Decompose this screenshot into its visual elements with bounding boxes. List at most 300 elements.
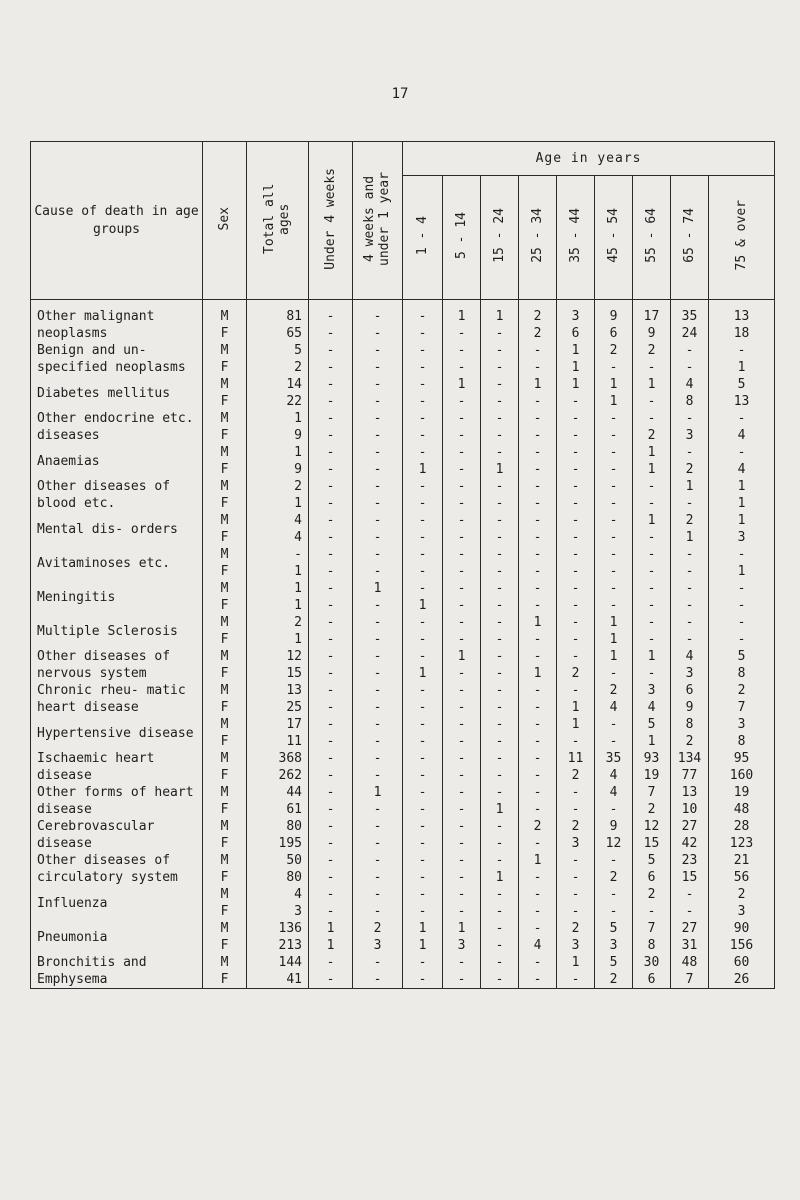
count-cell: - xyxy=(443,682,481,699)
count-cell: - xyxy=(557,903,595,920)
count-cell: - xyxy=(403,716,443,733)
count-cell: - xyxy=(557,631,595,648)
count-cell: 5 xyxy=(595,954,633,971)
weeks-under-1-year-header: 4 weeks and under 1 year xyxy=(353,142,403,300)
age-group-header: 15 - 24 xyxy=(481,176,519,300)
count-cell: 2 xyxy=(709,682,775,699)
count-cell: 2 xyxy=(519,300,557,326)
count-cell: - xyxy=(481,937,519,954)
count-cell: - xyxy=(519,750,557,767)
count-cell: 8 xyxy=(633,937,671,954)
total-cell: - xyxy=(247,546,309,563)
count-cell: - xyxy=(309,427,353,444)
total-cell: 50 xyxy=(247,852,309,869)
sex-cell: F xyxy=(203,597,247,614)
count-cell: 1 xyxy=(709,512,775,529)
count-cell: 1 xyxy=(403,937,443,954)
sex-cell: M xyxy=(203,546,247,563)
count-cell: 134 xyxy=(671,750,709,767)
count-cell: - xyxy=(353,750,403,767)
count-cell: - xyxy=(353,444,403,461)
count-cell: - xyxy=(443,342,481,359)
total-cell: 65 xyxy=(247,325,309,342)
count-cell: - xyxy=(519,801,557,818)
count-cell: - xyxy=(709,410,775,427)
cause-label: Diabetes mellitus xyxy=(31,376,203,410)
sex-cell: M xyxy=(203,512,247,529)
count-cell: - xyxy=(519,869,557,886)
count-cell: 5 xyxy=(633,852,671,869)
count-cell: - xyxy=(443,699,481,716)
sex-cell: F xyxy=(203,699,247,716)
count-cell: - xyxy=(309,818,353,835)
sex-cell: M xyxy=(203,614,247,631)
count-cell: - xyxy=(309,631,353,648)
count-cell: - xyxy=(595,886,633,903)
count-cell: - xyxy=(557,410,595,427)
count-cell: - xyxy=(709,614,775,631)
total-cell: 4 xyxy=(247,886,309,903)
count-cell: 1 xyxy=(633,512,671,529)
count-cell: - xyxy=(671,342,709,359)
total-cell: 3 xyxy=(247,903,309,920)
count-cell: 93 xyxy=(633,750,671,767)
age-group-header: 1 - 4 xyxy=(403,176,443,300)
count-cell: - xyxy=(481,648,519,665)
count-cell: 1 xyxy=(481,300,519,326)
count-cell: - xyxy=(709,580,775,597)
sex-cell: M xyxy=(203,648,247,665)
count-cell: 15 xyxy=(633,835,671,852)
count-cell: 2 xyxy=(595,682,633,699)
count-cell: 2 xyxy=(633,427,671,444)
count-cell: 7 xyxy=(709,699,775,716)
table-row xyxy=(31,376,775,393)
count-cell: - xyxy=(443,784,481,801)
count-cell: 1 xyxy=(481,869,519,886)
count-cell: 10 xyxy=(671,801,709,818)
sex-cell: F xyxy=(203,461,247,478)
cause-label: Other endocrine etc. diseases xyxy=(31,410,203,444)
count-cell: 156 xyxy=(709,937,775,954)
count-cell: - xyxy=(481,614,519,631)
table-row xyxy=(31,410,775,427)
count-cell: 60 xyxy=(709,954,775,971)
total-cell: 1 xyxy=(247,410,309,427)
count-cell: - xyxy=(443,614,481,631)
total-cell: 80 xyxy=(247,818,309,835)
count-cell: 42 xyxy=(671,835,709,852)
count-cell: - xyxy=(309,529,353,546)
count-cell: 13 xyxy=(709,393,775,410)
total-cell: 136 xyxy=(247,920,309,937)
count-cell: 6 xyxy=(633,971,671,989)
count-cell: 1 xyxy=(443,920,481,937)
count-cell: - xyxy=(519,597,557,614)
total-cell: 144 xyxy=(247,954,309,971)
count-cell: - xyxy=(309,614,353,631)
total-cell: 195 xyxy=(247,835,309,852)
count-cell: - xyxy=(595,410,633,427)
count-cell: - xyxy=(481,597,519,614)
count-cell: - xyxy=(309,665,353,682)
count-cell: 1 xyxy=(557,376,595,393)
count-cell: - xyxy=(353,495,403,512)
count-cell: - xyxy=(709,342,775,359)
count-cell: 123 xyxy=(709,835,775,852)
count-cell: - xyxy=(309,801,353,818)
count-cell: - xyxy=(671,410,709,427)
sex-cell: F xyxy=(203,903,247,920)
cause-label: Benign and un- specified neoplasms xyxy=(31,342,203,376)
count-cell: 31 xyxy=(671,937,709,954)
count-cell: - xyxy=(633,546,671,563)
count-cell: 26 xyxy=(709,971,775,989)
count-cell: 3 xyxy=(557,937,595,954)
table-header xyxy=(31,142,775,300)
count-cell: - xyxy=(403,478,443,495)
count-cell: 17 xyxy=(633,300,671,326)
count-cell: 1 xyxy=(633,648,671,665)
count-cell: - xyxy=(403,903,443,920)
count-cell: 28 xyxy=(709,818,775,835)
count-cell: 8 xyxy=(671,716,709,733)
count-cell: 2 xyxy=(557,818,595,835)
count-cell: 77 xyxy=(671,767,709,784)
count-cell: - xyxy=(481,767,519,784)
count-cell: 1 xyxy=(633,733,671,750)
sex-cell: F xyxy=(203,495,247,512)
age-group-header: 75 & over xyxy=(709,176,775,300)
total-cell: 11 xyxy=(247,733,309,750)
count-cell: 2 xyxy=(595,869,633,886)
count-cell: - xyxy=(595,512,633,529)
count-cell: - xyxy=(519,920,557,937)
sex-cell: F xyxy=(203,835,247,852)
count-cell: - xyxy=(557,461,595,478)
count-cell: 1 xyxy=(557,716,595,733)
count-cell: - xyxy=(443,580,481,597)
count-cell: - xyxy=(481,427,519,444)
count-cell: - xyxy=(403,410,443,427)
total-cell: 1 xyxy=(247,444,309,461)
count-cell: 30 xyxy=(633,954,671,971)
count-cell: - xyxy=(309,750,353,767)
total-cell: 25 xyxy=(247,699,309,716)
total-cell: 4 xyxy=(247,529,309,546)
count-cell: - xyxy=(403,563,443,580)
count-cell: - xyxy=(309,869,353,886)
count-cell: - xyxy=(519,359,557,376)
count-cell: 12 xyxy=(595,835,633,852)
count-cell: - xyxy=(595,461,633,478)
count-cell: - xyxy=(353,376,403,393)
count-cell: - xyxy=(443,597,481,614)
count-cell: - xyxy=(443,971,481,989)
count-cell: - xyxy=(353,546,403,563)
count-cell: - xyxy=(481,699,519,716)
count-cell: - xyxy=(353,648,403,665)
count-cell: - xyxy=(353,478,403,495)
count-cell: - xyxy=(481,546,519,563)
sex-cell: F xyxy=(203,325,247,342)
count-cell: 1 xyxy=(309,920,353,937)
count-cell: - xyxy=(309,325,353,342)
count-cell: 1 xyxy=(403,665,443,682)
count-cell: - xyxy=(309,767,353,784)
count-cell: 13 xyxy=(709,300,775,326)
count-cell: - xyxy=(519,444,557,461)
count-cell: - xyxy=(353,665,403,682)
count-cell: - xyxy=(519,529,557,546)
mortality-table xyxy=(30,141,775,989)
count-cell: - xyxy=(519,631,557,648)
count-cell: - xyxy=(403,835,443,852)
count-cell: - xyxy=(481,733,519,750)
count-cell: 24 xyxy=(671,325,709,342)
count-cell: - xyxy=(443,801,481,818)
total-cell: 44 xyxy=(247,784,309,801)
count-cell: 1 xyxy=(519,614,557,631)
count-cell: - xyxy=(403,733,443,750)
count-cell: 5 xyxy=(595,920,633,937)
count-cell: - xyxy=(671,903,709,920)
count-cell: - xyxy=(403,767,443,784)
count-cell: - xyxy=(403,342,443,359)
total-cell: 2 xyxy=(247,614,309,631)
count-cell: 6 xyxy=(671,682,709,699)
total-cell: 9 xyxy=(247,461,309,478)
count-cell: - xyxy=(519,903,557,920)
total-cell: 9 xyxy=(247,427,309,444)
count-cell: - xyxy=(557,444,595,461)
count-cell: 2 xyxy=(671,512,709,529)
count-cell: 2 xyxy=(557,665,595,682)
count-cell: - xyxy=(709,597,775,614)
count-cell: - xyxy=(353,529,403,546)
total-cell: 1 xyxy=(247,563,309,580)
count-cell: - xyxy=(309,954,353,971)
count-cell: - xyxy=(481,716,519,733)
count-cell: - xyxy=(595,359,633,376)
count-cell: - xyxy=(353,512,403,529)
count-cell: - xyxy=(309,376,353,393)
count-cell: - xyxy=(557,563,595,580)
count-cell: - xyxy=(443,869,481,886)
count-cell: - xyxy=(633,580,671,597)
count-cell: 2 xyxy=(633,886,671,903)
count-cell: - xyxy=(519,767,557,784)
count-cell: 1 xyxy=(519,852,557,869)
count-cell: 15 xyxy=(671,869,709,886)
count-cell: - xyxy=(309,359,353,376)
count-cell: - xyxy=(519,954,557,971)
count-cell: - xyxy=(443,359,481,376)
count-cell: - xyxy=(353,410,403,427)
count-cell: 7 xyxy=(671,971,709,989)
count-cell: - xyxy=(481,784,519,801)
count-cell: - xyxy=(309,784,353,801)
count-cell: - xyxy=(633,495,671,512)
count-cell: - xyxy=(353,359,403,376)
sex-cell: M xyxy=(203,410,247,427)
count-cell: 7 xyxy=(633,784,671,801)
page-number: 17 xyxy=(391,86,409,102)
count-cell: - xyxy=(595,580,633,597)
count-cell: - xyxy=(481,563,519,580)
count-cell: 48 xyxy=(709,801,775,818)
count-cell: - xyxy=(481,818,519,835)
count-cell: - xyxy=(443,665,481,682)
cause-label: Other diseases of blood etc. xyxy=(31,478,203,512)
count-cell: 56 xyxy=(709,869,775,886)
count-cell: 1 xyxy=(481,461,519,478)
count-cell: - xyxy=(403,971,443,989)
count-cell: - xyxy=(519,784,557,801)
count-cell: - xyxy=(353,682,403,699)
count-cell: - xyxy=(309,342,353,359)
count-cell: - xyxy=(353,954,403,971)
sex-cell: F xyxy=(203,631,247,648)
count-cell: - xyxy=(443,444,481,461)
table-body xyxy=(31,300,775,989)
count-cell: - xyxy=(519,342,557,359)
count-cell: - xyxy=(519,971,557,989)
count-cell: - xyxy=(353,852,403,869)
count-cell: - xyxy=(557,886,595,903)
table-row xyxy=(31,954,775,971)
count-cell: - xyxy=(403,801,443,818)
sex-cell: M xyxy=(203,954,247,971)
count-cell: - xyxy=(403,784,443,801)
total-cell: 41 xyxy=(247,971,309,989)
count-cell: - xyxy=(519,410,557,427)
sex-cell: M xyxy=(203,444,247,461)
count-cell: 3 xyxy=(443,937,481,954)
count-cell: 12 xyxy=(633,818,671,835)
count-cell: - xyxy=(403,300,443,326)
count-cell: - xyxy=(481,903,519,920)
count-cell: - xyxy=(353,342,403,359)
count-cell: - xyxy=(519,393,557,410)
table-row xyxy=(31,546,775,563)
count-cell: - xyxy=(443,325,481,342)
count-cell: - xyxy=(519,495,557,512)
count-cell: - xyxy=(633,631,671,648)
count-cell: 1 xyxy=(595,631,633,648)
table-row xyxy=(31,614,775,631)
total-cell: 2 xyxy=(247,359,309,376)
count-cell: 27 xyxy=(671,920,709,937)
count-cell: 3 xyxy=(709,529,775,546)
count-cell: - xyxy=(481,529,519,546)
count-cell: - xyxy=(481,376,519,393)
count-cell: 1 xyxy=(671,478,709,495)
total-cell: 13 xyxy=(247,682,309,699)
count-cell: - xyxy=(309,546,353,563)
count-cell: - xyxy=(633,665,671,682)
count-cell: 1 xyxy=(403,597,443,614)
count-cell: - xyxy=(595,478,633,495)
table-row xyxy=(31,784,775,801)
count-cell: - xyxy=(353,393,403,410)
count-cell: 5 xyxy=(633,716,671,733)
cause-label: Other diseases of circulatory system xyxy=(31,852,203,886)
count-cell: 3 xyxy=(633,682,671,699)
count-cell: - xyxy=(519,835,557,852)
table-row xyxy=(31,512,775,529)
count-cell: - xyxy=(309,716,353,733)
count-cell: - xyxy=(519,580,557,597)
count-cell: 11 xyxy=(557,750,595,767)
count-cell: - xyxy=(443,495,481,512)
count-cell: 4 xyxy=(595,784,633,801)
count-cell: - xyxy=(309,699,353,716)
count-cell: - xyxy=(443,767,481,784)
sex-cell: M xyxy=(203,784,247,801)
count-cell: - xyxy=(403,376,443,393)
count-cell: 1 xyxy=(309,937,353,954)
count-cell: - xyxy=(353,886,403,903)
sex-cell: M xyxy=(203,716,247,733)
total-header: Total all ages xyxy=(247,142,309,300)
count-cell: - xyxy=(481,750,519,767)
count-cell: 3 xyxy=(671,427,709,444)
count-cell: - xyxy=(595,546,633,563)
count-cell: - xyxy=(595,427,633,444)
count-cell: 6 xyxy=(633,869,671,886)
count-cell: 3 xyxy=(557,300,595,326)
count-cell: - xyxy=(309,903,353,920)
count-cell: 35 xyxy=(671,300,709,326)
count-cell: - xyxy=(481,971,519,989)
count-cell: - xyxy=(557,869,595,886)
count-cell: 35 xyxy=(595,750,633,767)
count-cell: - xyxy=(403,886,443,903)
count-cell: - xyxy=(557,495,595,512)
age-group-header: 55 - 64 xyxy=(633,176,671,300)
total-cell: 4 xyxy=(247,512,309,529)
count-cell: - xyxy=(595,597,633,614)
count-cell: - xyxy=(309,563,353,580)
count-cell: 1 xyxy=(633,376,671,393)
age-group-header: 25 - 34 xyxy=(519,176,557,300)
count-cell: 9 xyxy=(595,300,633,326)
total-cell: 368 xyxy=(247,750,309,767)
count-cell: - xyxy=(595,903,633,920)
total-cell: 1 xyxy=(247,631,309,648)
count-cell: 1 xyxy=(709,495,775,512)
count-cell: 1 xyxy=(557,954,595,971)
count-cell: 95 xyxy=(709,750,775,767)
cause-label: Other forms of heart disease xyxy=(31,784,203,818)
count-cell: - xyxy=(353,699,403,716)
count-cell: - xyxy=(481,495,519,512)
count-cell: - xyxy=(309,835,353,852)
count-cell: 1 xyxy=(443,376,481,393)
count-cell: - xyxy=(353,801,403,818)
count-cell: - xyxy=(633,529,671,546)
count-cell: - xyxy=(671,631,709,648)
count-cell: - xyxy=(309,478,353,495)
age-group-header: 65 - 74 xyxy=(671,176,709,300)
count-cell: 2 xyxy=(519,325,557,342)
count-cell: - xyxy=(309,512,353,529)
count-cell: 8 xyxy=(671,393,709,410)
count-cell: - xyxy=(443,410,481,427)
sex-cell: M xyxy=(203,886,247,903)
count-cell: - xyxy=(443,563,481,580)
